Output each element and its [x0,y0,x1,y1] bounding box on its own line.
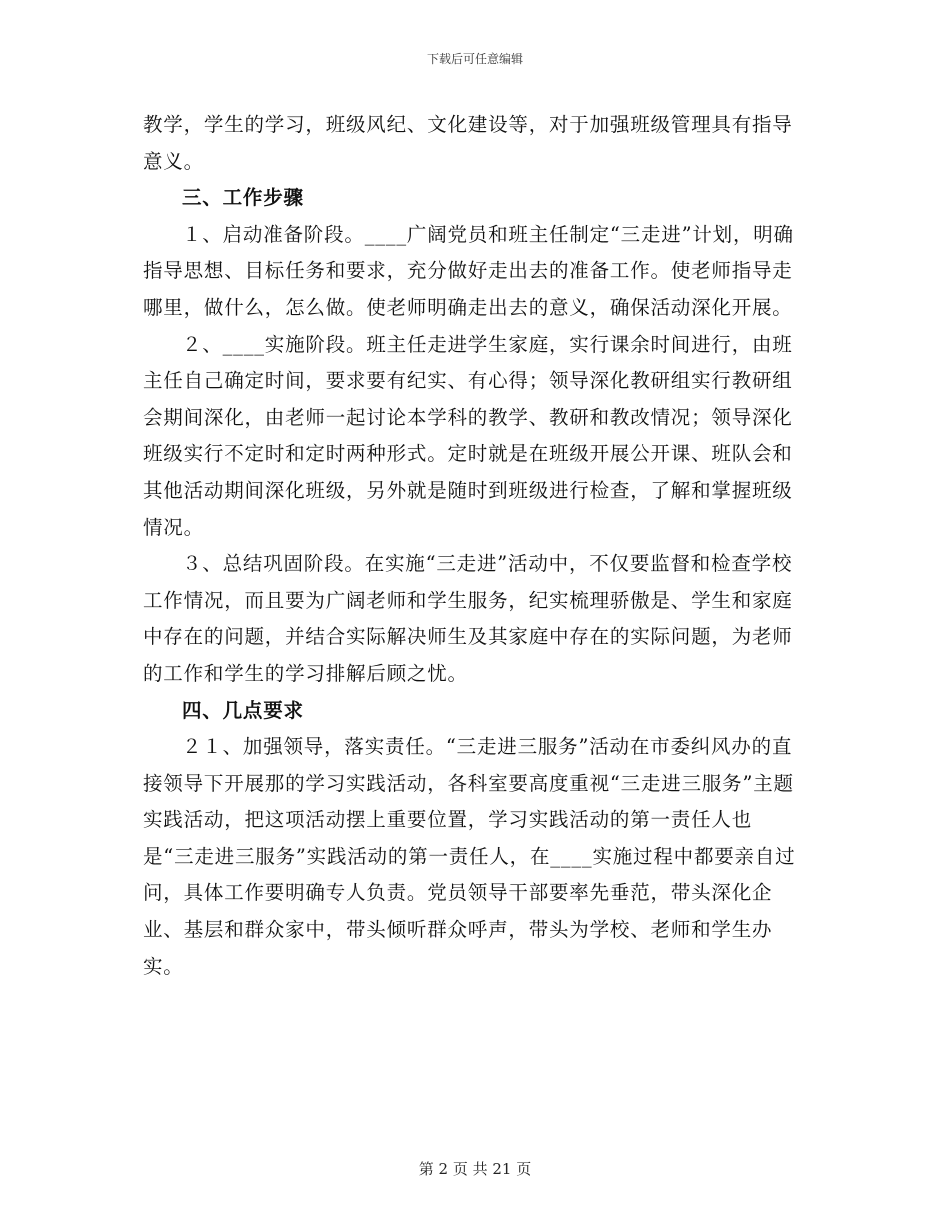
paragraph: ２１、加强领导，落实责任。“三走进三服务”活动在市委纠风办的直接领导下开展那的学习实践活动，各科室要高度重视“三走进三服务”主题实践活动，把这项活动摆上重要位置，学习实践活动的第一责任人也是“三走进三服务”实践活动的第一责任人，在____实施过程中都要亲自过问，具体工作要明确专人负责。党员领导干部要率先垂范，带头深化企业、基层和群众家中，带头倾听群众呼声，带头为学校、老师和学生办实。 [143,735,796,978]
section-heading: 三、工作步骤 [182,186,304,210]
paragraph: 教学，学生的学习，班级风纪、文化建设等，对于加强班级管理具有指导意义。 [143,113,793,173]
section-heading: 四、几点要求 [182,698,304,722]
page-header: 下载后可任意编辑 [426,52,523,66]
page-footer: 第 2 页 共 21 页 [418,1160,532,1178]
paragraph: ２、____实施阶段。班主任走进学生家庭，实行课余时间进行，由班主任自己确定时间，要求要有纪实、有心得；领导深化教研组实行教研组会期间深化，由老师一起讨论本学科的教学、教研和教改情况；领导深化班级实行不定时和定时两种形式。定时就是在班级开展公开课、班队会和其他活动期间深化班级，另外就是随时到班级进行检查，了解和掌握班级情况。 [143,332,793,539]
document-body [143,107,803,985]
paragraph: ３、总结巩固阶段。在实施“三走进”活动中，不仅要监督和检查学校工作情况，而且要为广阔老师和学生服务，纪实梳理骄傲是、学生和家庭中存在的问题，并结合实际解决师生及其家庭中存在的实际问题，为老师的工作和学生的学习排解后顾之忧。 [143,552,793,685]
paragraph: １、启动准备阶段。____广阔党员和班主任制定“三走进”计划，明确指导思想、目标任务和要求，充分做好走出去的准备工作。使老师指导走哪里，做什么，怎么做。使老师明确走出去的意义，确保活动深化开展。 [143,222,794,319]
